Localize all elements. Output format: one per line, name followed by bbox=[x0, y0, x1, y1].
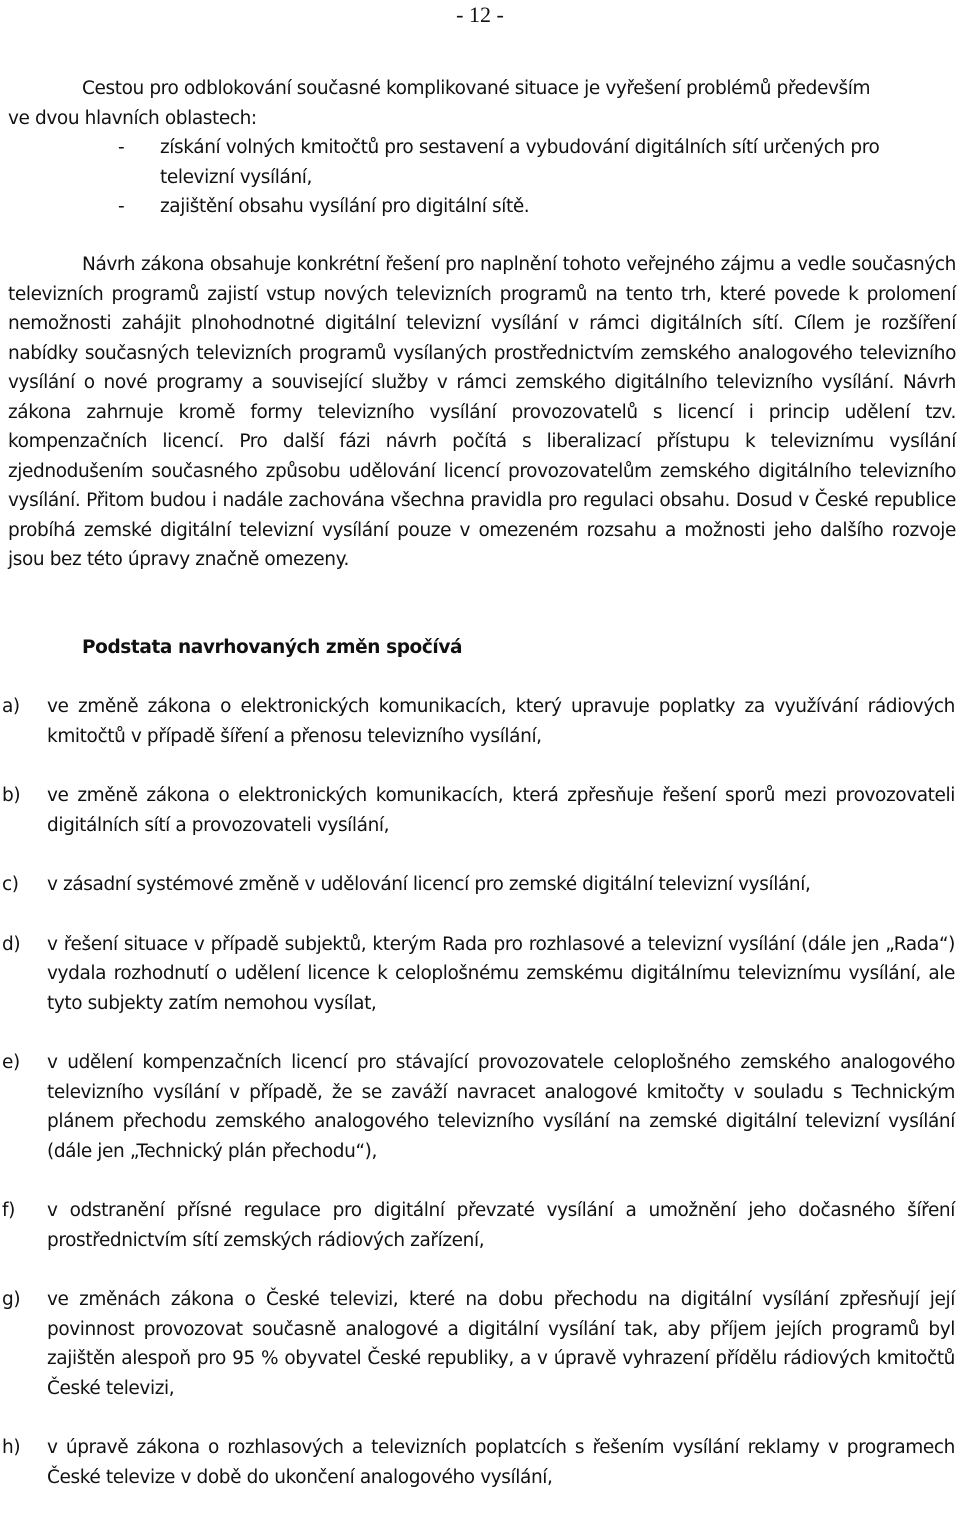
bullet-dash: - bbox=[118, 137, 125, 158]
paragraph-indent bbox=[8, 254, 82, 275]
list-item-marker: h) bbox=[2, 1437, 21, 1458]
page-number: - 12 - bbox=[456, 2, 504, 27]
list-item-text: ve změnách zákona o České televizi, které na dobu přechodu na digitální vysílání zpřesňují její povinnost provozovat současně analogové a digitální vysílání tak, aby příjem jejích programů byl zajištěn alespoň pro 95 % obyvatel České republiky, a v úpravě vyhrazení přídělu rádiových kmitočtů České televizi, bbox=[47, 1289, 955, 1399]
main-paragraph bbox=[8, 250, 956, 575]
list-item-marker: b) bbox=[2, 785, 21, 806]
bullet-text: získání volných kmitočtů pro sestavení a vybudování digitálních sítí určených pro televizní vysílání, bbox=[160, 137, 880, 188]
list-item bbox=[0, 870, 960, 900]
list-item-marker: e) bbox=[2, 1052, 20, 1073]
changes-list bbox=[0, 692, 960, 1522]
bullet-dash: - bbox=[118, 196, 125, 217]
intro-bullet-list bbox=[8, 133, 956, 222]
list-item bbox=[0, 1433, 960, 1492]
list-item bbox=[0, 781, 960, 840]
list-item-text: ve změně zákona o elektronických komunikacích, která zpřesňuje řešení sporů mezi provozovateli digitálních sítí a provozovateli vysílání, bbox=[47, 785, 955, 836]
list-item-marker: g) bbox=[2, 1289, 21, 1310]
list-item-marker: f) bbox=[2, 1200, 15, 1221]
list-item bbox=[0, 1285, 960, 1403]
list-item-text: v řešení situace v případě subjektů, kterým Rada pro rozhlasové a televizní vysílání (dále jen „Rada“) vydala rozhodnutí o udělení licence k celoplošnému zemskému digitálnímu televiznímu vysílání, ale tyto subjekty zatím nemohou vysílat, bbox=[47, 933, 955, 1014]
intro-lead-line-1: Cestou pro odblokování současné komplikované situace je vyřešení problémů především bbox=[82, 78, 871, 99]
intro-lead-line-2: ve dvou hlavních oblastech: bbox=[8, 107, 257, 129]
list-item-marker: d) bbox=[2, 933, 21, 955]
list-item bbox=[0, 692, 960, 751]
paragraph-text: Návrh zákona obsahuje konkrétní řešení pro naplnění tohoto veřejného zájmu a vedle současných televizních programů zajistí vstup nových televizních programů na tento trh, které povede k prolomení nemožnosti zahájit plnohodnotné digitální televizní vysílání v rámci digitálních sítí. Cílem je rozšíření nabídky současných televizních programů vysílaných prostřednictvím zemského analogového televizního vysílání o nové programy a související služby v rámci zemského digitálního televizního vysílání. Návrh zákona zahrnuje kromě formy televizního vysílání provozovatelů s licencí i princip udělení tzv. kompenzačních licencí. Pro další fázi návrh počítá s liberalizací přístupu k televiznímu vysílání zjednodušením současného způsobu udělování licencí provozovatelům zemského digitálního televizního vysílání. Přitom budou i nadále zachována všechna pravidla pro regulaci obsahu. Dosud v České republice probíhá zemské digitální televizní vysílání pouze v omezeném rozsahu a možnosti jeho dalšího rozvoje jsou bez této úpravy značně omezeny. bbox=[8, 254, 956, 570]
section-heading: Podstata navrhovaných změn spočívá bbox=[82, 637, 463, 658]
intro-section bbox=[8, 74, 956, 222]
list-item-text: v udělení kompenzačních licencí pro stávající provozovatele celoplošného zemského analogového televizního vysílání v případě, že se zaváží navracet analogové kmitočty v souladu s Technickým plánem přechodu zemského analogového televizního vysílání na zemské digitální televizní vysílání (dále jen „Technický plán přechodu“), bbox=[47, 1052, 955, 1162]
list-item-text: v odstranění přísné regulace pro digitální převzaté vysílání a umožnění jeho dočasného šíření prostřednictvím sítí zemských rádiových zařízení, bbox=[47, 1200, 955, 1251]
bullet-text: zajištění obsahu vysílání pro digitální sítě. bbox=[160, 196, 530, 217]
list-item bbox=[0, 1196, 960, 1255]
list-item-text: v úpravě zákona o rozhlasových a televizních poplatcích s řešením vysílání reklamy v programech České televize v době do ukončení analogového vysílání, bbox=[47, 1437, 955, 1488]
list-item-text: v zásadní systémové změně v udělování licencí pro zemské digitální televizní vysílání, bbox=[47, 874, 811, 895]
list-item-text: ve změně zákona o elektronických komunikacích, který upravuje poplatky za využívání rádiových kmitočtů v případě šíření a přenosu televizního vysílání, bbox=[47, 696, 955, 747]
list-item-marker: c) bbox=[2, 874, 19, 895]
list-item-marker: a) bbox=[2, 696, 20, 717]
intro-bullet-item bbox=[8, 133, 956, 192]
list-item bbox=[0, 1048, 960, 1166]
intro-bullet-item bbox=[8, 192, 956, 222]
list-item bbox=[0, 930, 960, 1019]
